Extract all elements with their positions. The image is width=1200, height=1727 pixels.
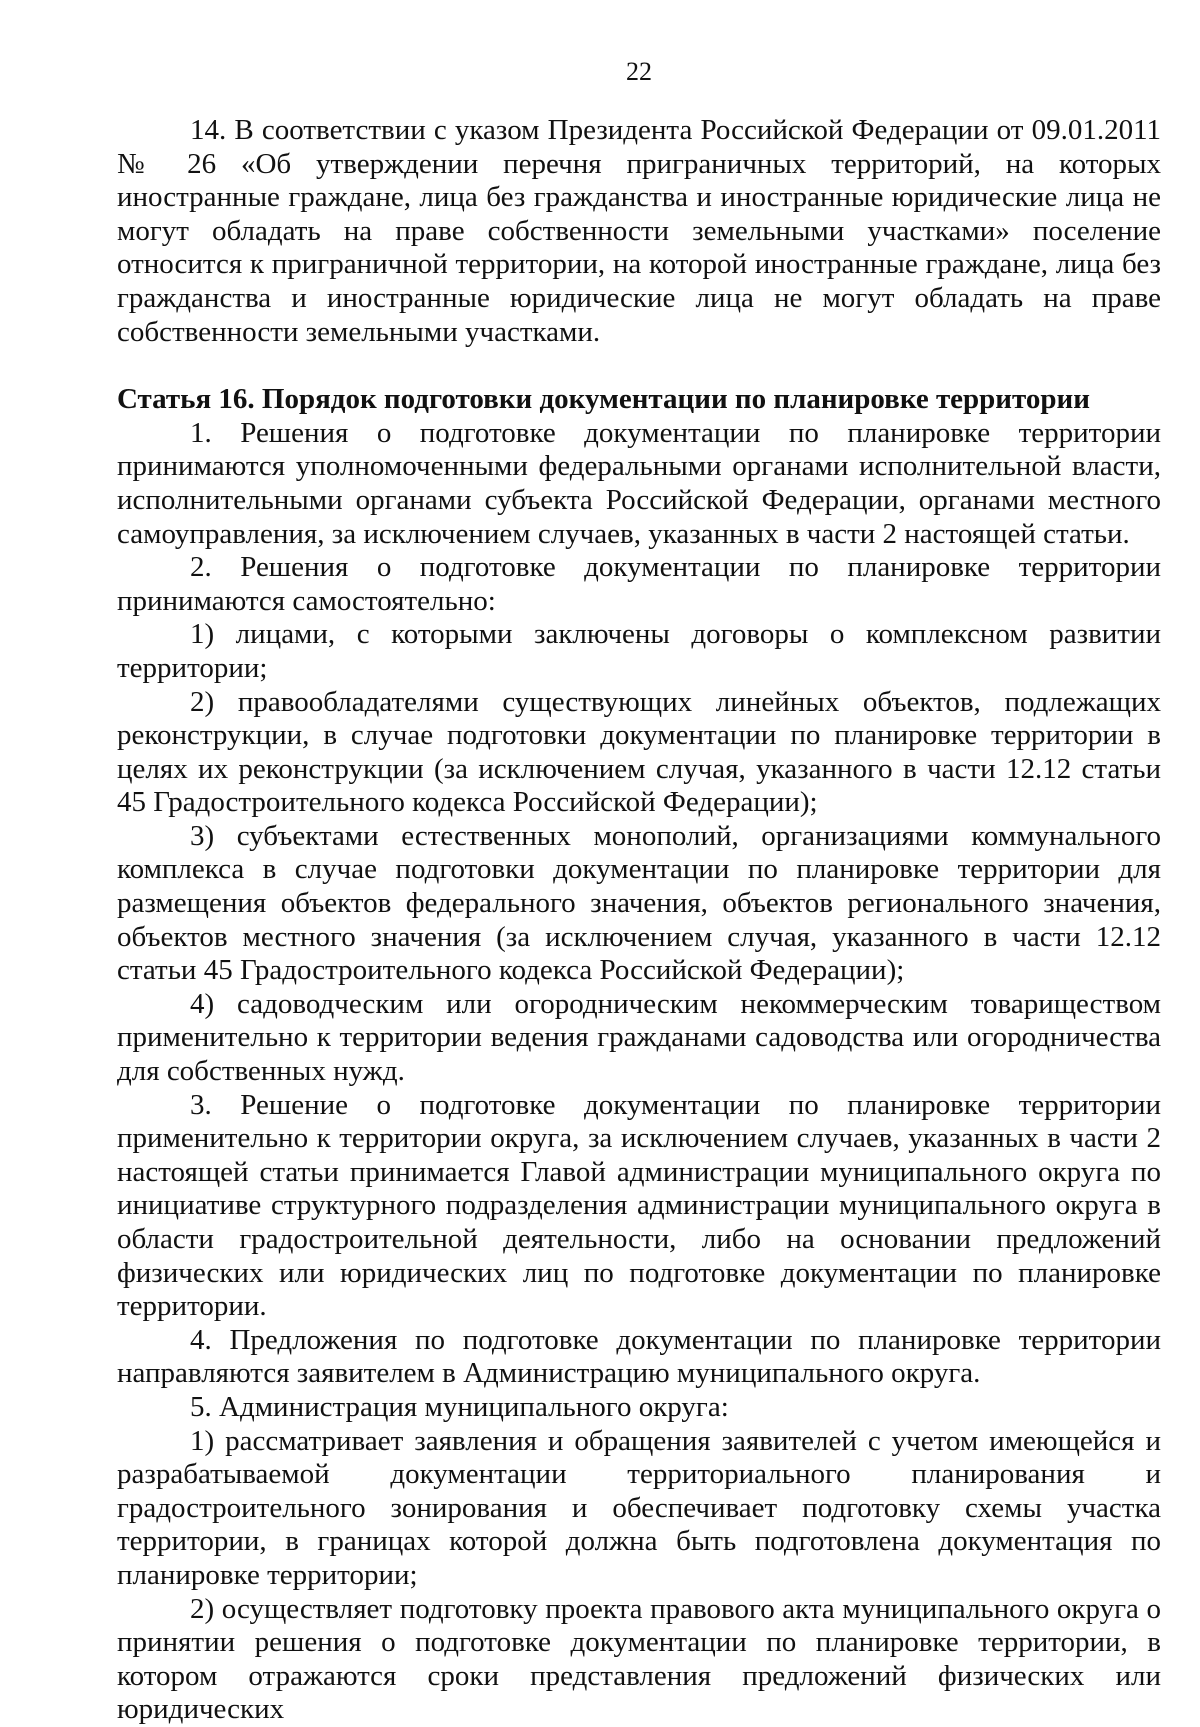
paragraph-3-district-decision: 3. Решение о подготовке документации по планировке территории применительно к территории округа, за исключением случаев, указанных в части 2 настоящей статьи принимается Главой администрации муниципального округа по инициативе структурного подразделения администрации муниципального округа в области градостроительной деятельности, либо на основании предложений физических или юридических лиц по подготовке документации по планировке территории.: [117, 1088, 1161, 1323]
list-item-2-linear-objects: 2) правообладателями существующих линейных объектов, подлежащих реконструкции, в случае подготовки документации по планировке территории в целях их реконструкции (за исключением случая, указанного в части 12.12 статьи 45 Градостроительного кодекса Российской Федерации);: [117, 685, 1161, 819]
article-16-heading: Статья 16. Порядок подготовки документации по планировке территории: [117, 383, 1090, 416]
document-body: [117, 114, 1161, 1727]
paragraph-4-proposals: 4. Предложения по подготовке документации по планировке территории направляются заявителем в Администрацию муниципального округа.: [117, 1323, 1161, 1390]
list-item-2-legal-act-preparation: 2) осуществляет подготовку проекта правового акта муниципального округа о принятии решения о подготовке документации по планировке территории, в котором отражаются сроки представления предложений физических или юридических: [117, 1592, 1161, 1726]
list-item-4-gardening-partnerships: 4) садоводческим или огородническим некоммерческим товариществом применительно к территории ведения гражданами садоводства или огородничества для собственных нужд.: [117, 987, 1161, 1088]
page-number: 22: [626, 57, 652, 86]
list-item-1-applications-review: 1) рассматривает заявления и обращения заявителей с учетом имеющейся и разрабатываемой документации территориального планирования и градостроительного зонирования и обеспечивает подготовку схемы участка территории, в границах которой должна быть подготовлена документация по планировке территории;: [117, 1424, 1161, 1591]
list-item-1-complex-development: 1) лицами, с которыми заключены договоры о комплексном развитии территории;: [117, 618, 1161, 684]
paragraph-2-independent-decisions: 2. Решения о подготовке документации по планировке территории принимаются самостоятельно:: [117, 551, 1161, 617]
paragraph-5-administration: 5. Администрация муниципального округа:: [190, 1390, 729, 1423]
list-item-3-natural-monopolies: 3) субъектами естественных монополий, организациями коммунального комплекса в случае подготовки документации по планировке территории для размещения объектов федерального значения, объектов регионального значения, объектов местного значения (за исключением случая, указанного в части 12.12 статьи 45 Градостроительного кодекса Российской Федерации);: [117, 819, 1161, 987]
paragraph-1-decision-authorities: 1. Решения о подготовке документации по планировке территории принимаются уполномоченными федеральными органами исполнительной власти, исполнительными органами субъекта Российской Федерации, органами местного самоуправления, за исключением случаев, указанных в части 2 настоящей статьи.: [117, 416, 1161, 550]
paragraph-14-border-territory: 14. В соответствии с указом Президента Российской Федерации от 09.01.2011 № 26 «Об утверждении перечня приграничных территорий, на которых иностранные граждане, лица без гражданства и иностранные юридические лица не могут обладать на праве собственности земельными участками» поселение относится к приграничной территории, на которой иностранные граждане, лица без гражданства и иностранные юридические лица не могут обладать на праве собственности земельными участками.: [117, 114, 1161, 348]
